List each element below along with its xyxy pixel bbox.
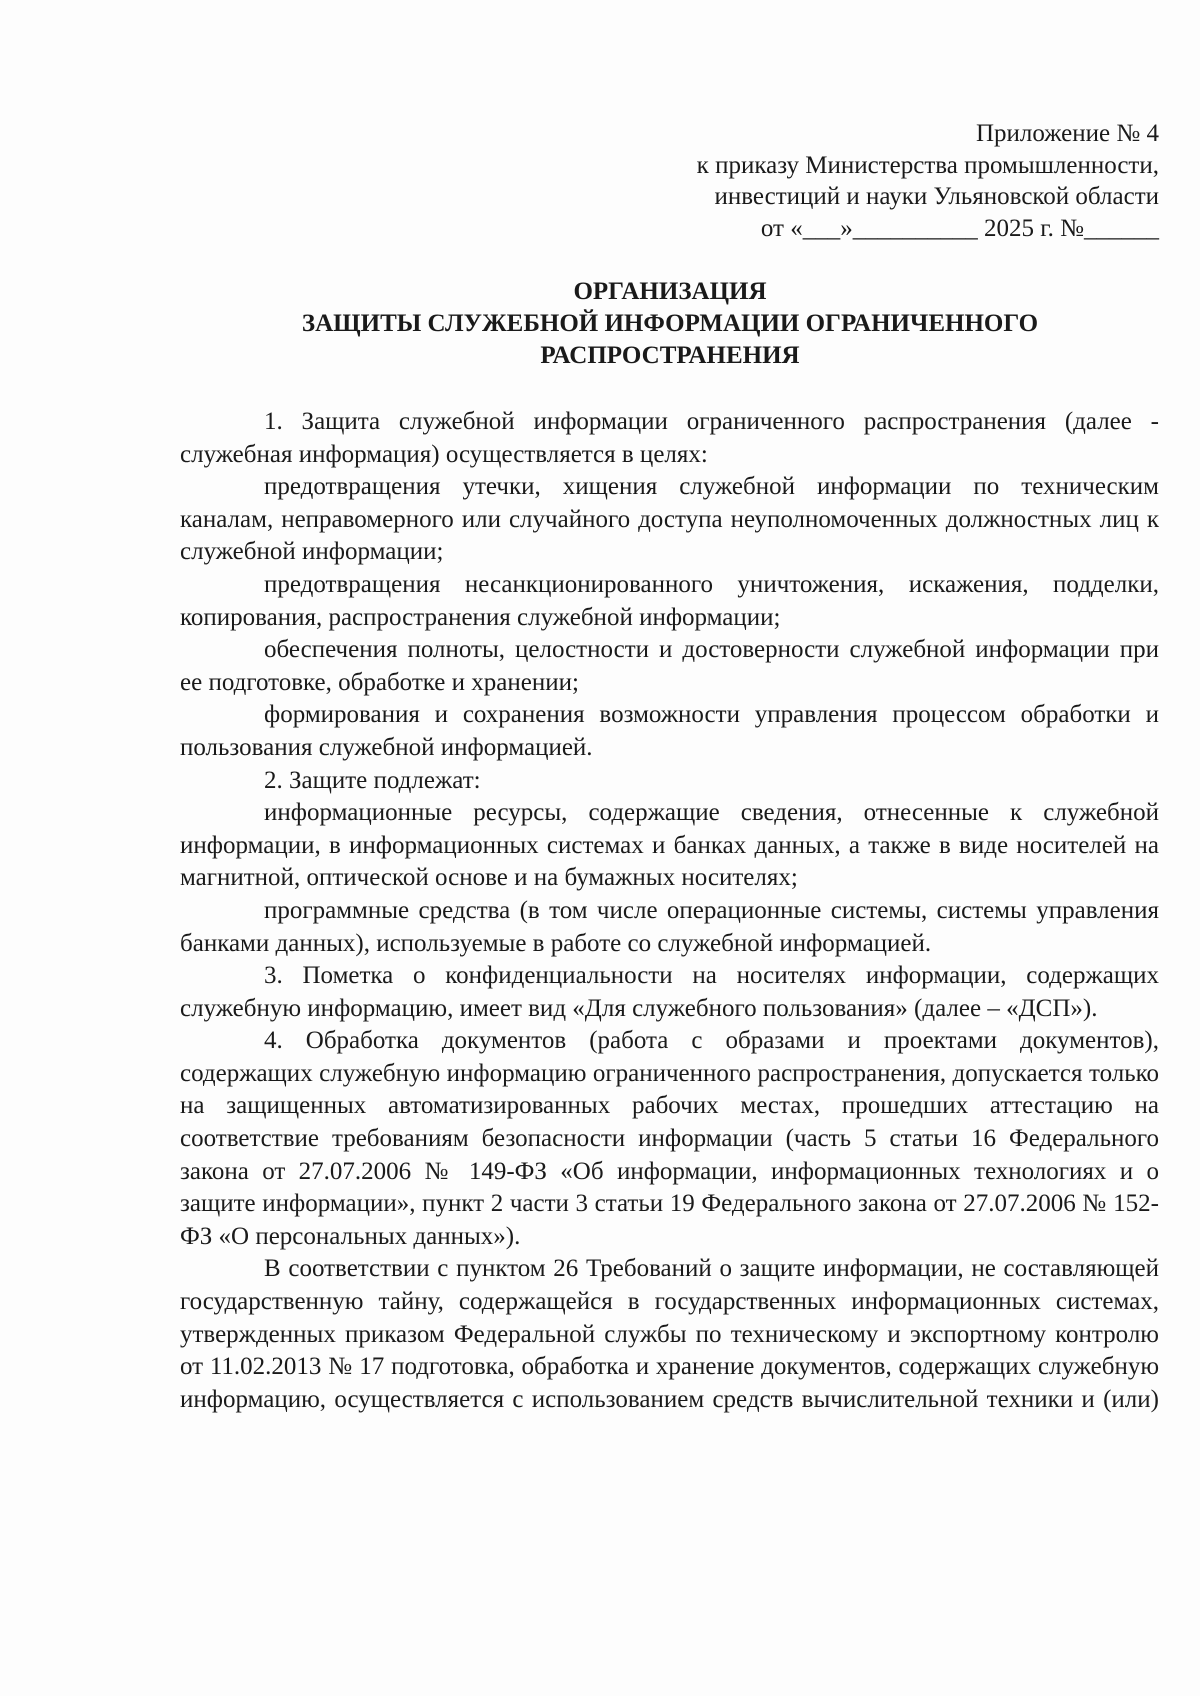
- document-title: [180, 276, 1160, 372]
- order-date-number-line: от «___»__________ 2025 г. №______: [760, 214, 1159, 242]
- paragraph-software: программные средства (в том числе операционные системы, системы управления банками данных), используемые в работе со служебной информацией.: [180, 896, 1159, 957]
- paragraph-3-confidentiality-mark: 3. Пометка о конфиденциальности на носителях информации, содержащих служебную информацию, имеет вид «Для служебного пользования» (далее – «ДСП»).: [180, 962, 1159, 1022]
- paragraph-1-purposes: 1. Защита служебной информации ограниченного распространения (далее - служебная информация) осуществляется в целях:: [180, 408, 1159, 468]
- title-line-2: ЗАЩИТЫ СЛУЖЕБНОЙ ИНФОРМАЦИИ ОГРАНИЧЕННОГО: [301, 310, 1039, 337]
- paragraph-fstek-requirements: В соответствии с пунктом 26 Требований о защите информации, не составляющей государственную тайну, содержащейся в государственных информационных системах, утвержденных приказом Федеральной службы по техническому и экспортному контролю от 11.02.2013 № 17 подготовка, обработка и хранение документов, содержащих служебную информацию, осуществляется с использованием средств вычислительной техники и (или): [180, 1255, 1159, 1413]
- appendix-header: [599, 118, 1159, 244]
- paragraph-purpose-unauthorized-destruction: предотвращения несанкционированного уничтожения, искажения, подделки, копирования, распространения служебной информации;: [180, 570, 1159, 631]
- title-line-1: ОРГАНИЗАЦИЯ: [573, 278, 767, 305]
- order-reference-line-2: инвестиций и науки Ульяновской области: [714, 183, 1159, 210]
- title-line-3: РАСПРОСТРАНЕНИЯ: [540, 342, 800, 369]
- paragraph-2-protected: 2. Защите подлежат:: [264, 766, 481, 794]
- paragraph-purpose-integrity: обеспечения полноты, целостности и достоверности служебной информации при ее подготовке, обработке и хранении;: [180, 636, 1159, 696]
- order-reference-line-1: к приказу Министерства промышленности,: [696, 151, 1159, 179]
- appendix-number: Приложение № 4: [975, 120, 1159, 147]
- paragraph-information-resources: информационные ресурсы, содержащие сведения, отнесенные к служебной информации, в информационных системах и банках данных, а также в виде носителей на магнитной, оптической основе и на бумажных носителях;: [180, 799, 1159, 892]
- document-body: [180, 406, 1159, 1416]
- paragraph-purpose-leak-prevention: предотвращения утечки, хищения служебной информации по техническим каналам, неправомерного или случайного доступа неуполномоченных должностных лиц к служебной информации;: [180, 473, 1159, 566]
- paragraph-4-document-processing: 4. Обработка документов (работа с образами и проектами документов), содержащих служебную информацию ограниченного распространения, допускается только на защищенных автоматизированных рабочих местах, прошедших аттестацию на соответствие требованиям безопасности информации (часть 5 статьи 16 Федерального закона от 27.07.2006 № 149-ФЗ «Об информации, информационных технологиях и о защите информации», пункт 2 части 3 статьи 19 Федерального закона от 27.07.2006 № 152-ФЗ «О персональных данных»).: [180, 1027, 1159, 1250]
- paragraph-purpose-control: формирования и сохранения возможности управления процессом обработки и пользования служебной информацией.: [180, 701, 1159, 761]
